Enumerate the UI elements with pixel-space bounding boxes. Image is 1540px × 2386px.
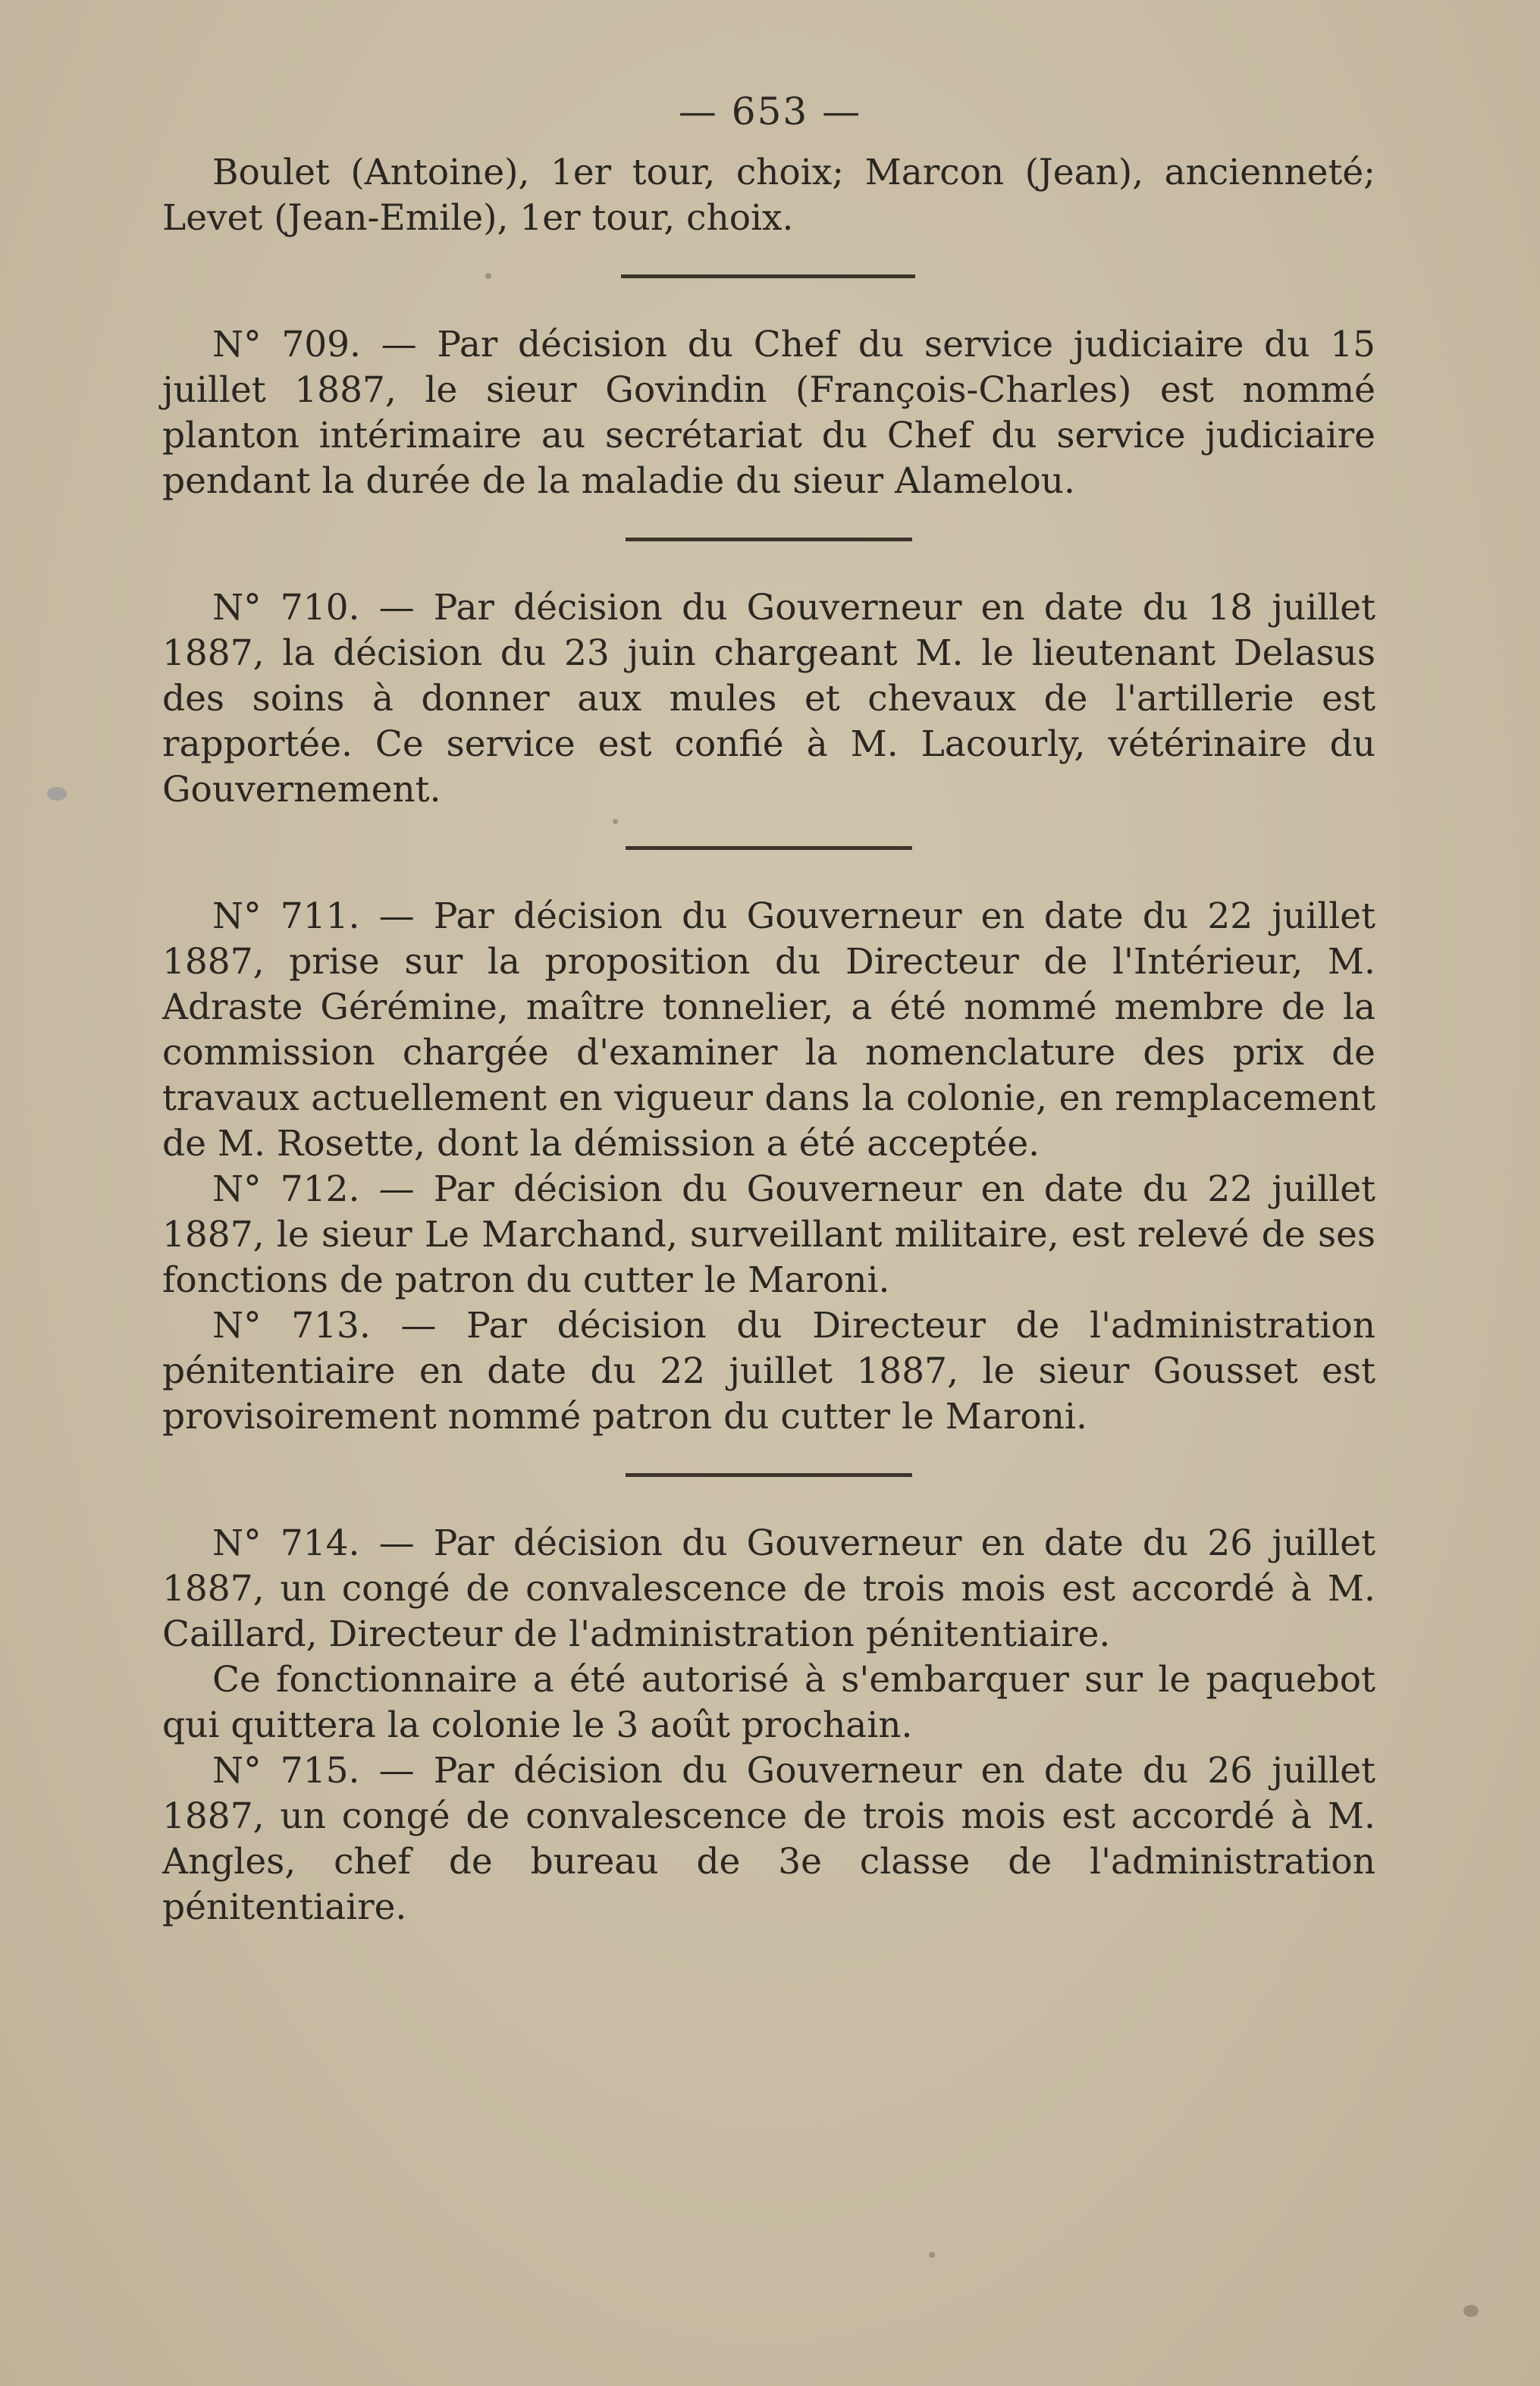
entry-paragraph: N° 710. — Par décision du Gouverneur en date du 18 juillet 1887, la décision du 23 juin chargeant M. le lieutenant Delasus des soins à donner aux mules et chevaux de l'artillerie est rapportée. Ce service est confié à M. Lacourly, vétérinaire du Gouvernement.: [162, 587, 1375, 810]
entry-paragraph: N° 711. — Par décision du Gouverneur en date du 22 juillet 1887, prise sur la proposition du Directeur de l'Intérieur, M. Adraste Gérémine, maître tonnelier, a été nommé membre de la commission chargée d'examiner la nomenclature des prix de travaux actuellement en vigueur dans la colonie, en remplacement de M. Rosette, dont la démission a été acceptée.: [162, 895, 1375, 1165]
entry-paragraph: N° 715. — Par décision du Gouverneur en date du 26 juillet 1887, un congé de convalescence de trois mois est accordé à M. Angles, chef de bureau de 3e classe de l'administration pénitentiaire.: [162, 1750, 1375, 1928]
section-divider: [626, 538, 912, 541]
section-divider: [621, 274, 915, 278]
paper-speck: [1463, 2305, 1479, 2317]
paper-speck: [929, 2252, 935, 2258]
entry-paragraph: N° 714. — Par décision du Gouverneur en date du 26 juillet 1887, un congé de convalescence de trois mois est accordé à M. Caillard, Directeur de l'administration pénitentiaire.: [162, 1522, 1375, 1655]
page-number: — 653 —: [678, 89, 862, 133]
paper-speck: [47, 787, 67, 801]
entry-paragraph: Boulet (Antoine), 1er tour, choix; Marcon (Jean), ancienneté; Levet (Jean-Emile), 1er tour, choix.: [162, 152, 1375, 239]
entry-paragraph-continuation: Ce fonctionnaire a été autorisé à s'embarquer sur le paquebot qui quittera la colonie le 3 août prochain.: [162, 1659, 1375, 1746]
section-divider: [626, 846, 912, 850]
section-divider: [626, 1473, 912, 1477]
entry-paragraph: N° 713. — Par décision du Directeur de l'administration pénitentiaire en date du 22 juillet 1887, le sieur Gousset est provisoirement nommé patron du cutter le Maroni.: [162, 1305, 1375, 1438]
document-body: [162, 150, 1375, 1930]
entry-paragraph: N° 709. — Par décision du Chef du service judiciaire du 15 juillet 1887, le sieur Govindin (François-Charles) est nommé planton intérimaire au secrétariat du Chef du service judiciaire pendant la durée de la maladie du sieur Alamelou.: [162, 324, 1375, 502]
entry-paragraph: N° 712. — Par décision du Gouverneur en date du 22 juillet 1887, le sieur Le Marchand, surveillant militaire, est relevé de ses fonctions de patron du cutter le Maroni.: [162, 1168, 1375, 1301]
